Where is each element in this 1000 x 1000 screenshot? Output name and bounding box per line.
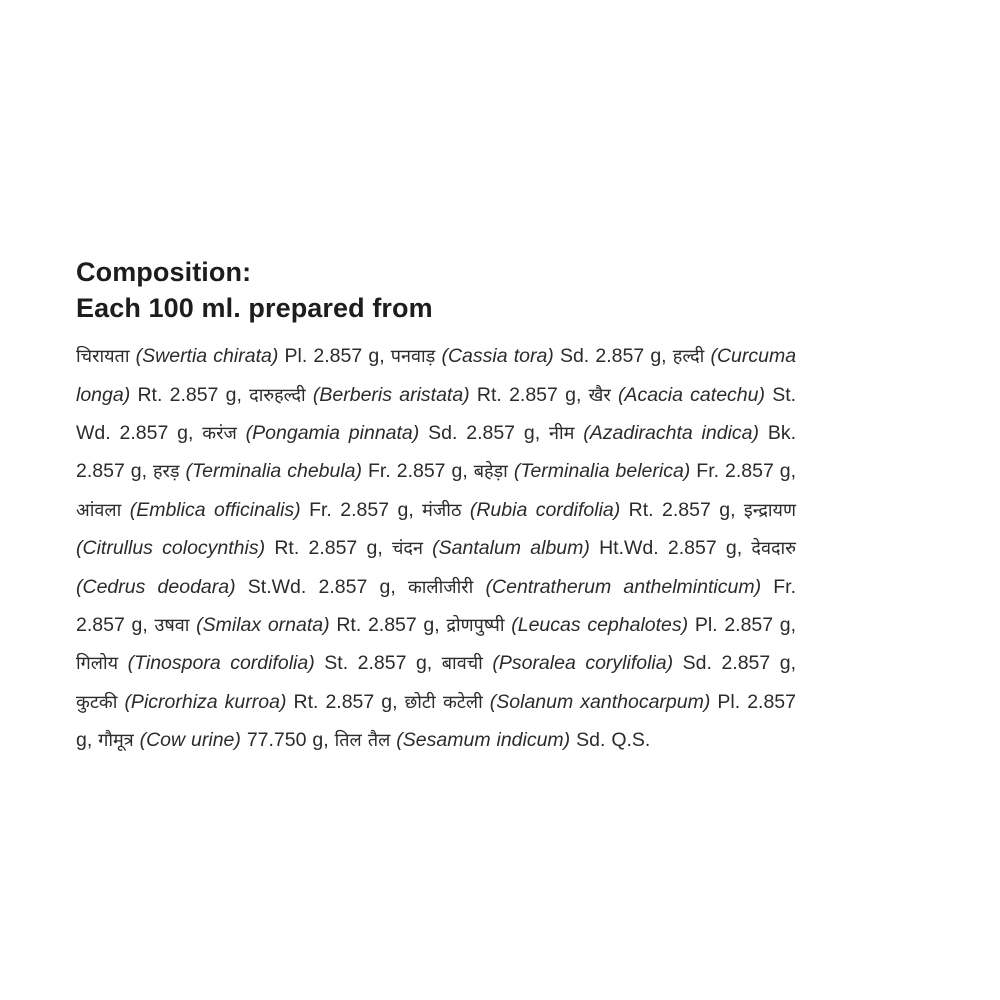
ingredient-quantity: 2.857 g,: [396, 460, 468, 483]
ingredient-hindi-name: आंवला: [76, 499, 122, 521]
ingredient-hindi-name: उषवा: [154, 614, 190, 636]
ingredient-plant-part: St.: [324, 652, 349, 675]
ingredient-botanical-name: (Sesamum indicum): [396, 729, 571, 752]
ingredient-entry: [392, 537, 742, 559]
ingredient-botanical-name: (Solanum xanthocarpum): [489, 690, 711, 713]
ingredient-quantity: 2.857 g,: [367, 613, 440, 636]
ingredient-entry: [202, 422, 540, 444]
ingredient-quantity: 2.857 g,: [325, 690, 398, 713]
ingredient-botanical-name: (Terminalia chebula): [185, 460, 363, 483]
ingredient-plant-part: Rt.: [137, 383, 163, 406]
ingredient-plant-part: Fr.: [773, 575, 796, 598]
ingredient-entry: [154, 614, 439, 636]
ingredient-hindi-name: कालीजीरी: [407, 576, 474, 598]
composition-heading: Composition:: [76, 257, 252, 287]
ingredient-quantity: 2.857 g,: [169, 383, 242, 406]
ingredient-hindi-name: गौमूत्र: [98, 730, 134, 752]
ingredient-plant-part: Pl.: [694, 613, 718, 636]
ingredient-entry: [422, 499, 735, 521]
ingredient-botanical-name: (Acacia catechu): [617, 383, 765, 406]
composition-block: [76, 255, 796, 760]
ingredient-quantity: 77.750 g,: [246, 729, 329, 752]
ingredient-quantity: 2.857 g,: [357, 652, 433, 675]
ingredient-plant-part: Sd.: [682, 652, 712, 675]
ingredient-hindi-name: खैर: [588, 384, 611, 406]
ingredient-plant-part: Sd.: [428, 421, 458, 444]
ingredient-botanical-name: (Rubia cordifolia): [469, 498, 621, 521]
ingredient-entry: [442, 652, 796, 674]
ingredient-botanical-name: (Tinospora cordifolia): [127, 652, 315, 675]
ingredient-plant-part: Fr.: [309, 498, 332, 521]
ingredient-plant-part: St. Wd.: [76, 383, 797, 444]
ingredient-plant-part: St.Wd.: [247, 575, 307, 598]
ingredient-quantity: 2.857 g,: [340, 498, 414, 521]
ingredient-quantity: 2.857 g,: [662, 498, 736, 521]
ingredient-plant-part: Rt.: [336, 613, 362, 636]
ingredient-botanical-name: (Psoralea corylifolia): [492, 652, 674, 675]
ingredient-hindi-name: बावची: [441, 653, 483, 675]
ingredient-quantity: 2.857 g,: [119, 421, 194, 444]
ingredient-entry: [76, 345, 385, 367]
ingredient-botanical-name: (Pongamia pinnata): [245, 421, 420, 444]
ingredient-hindi-name: बहेड़ा: [473, 461, 508, 483]
ingredient-quantity: 2.857 g,: [595, 345, 667, 368]
ingredient-hindi-name: हल्दी: [672, 346, 705, 368]
ingredient-entry: [76, 691, 398, 713]
ingredient-plant-part: Rt.: [293, 690, 319, 713]
ingredient-hindi-name: नीम: [548, 422, 575, 444]
ingredient-entry: [76, 499, 414, 521]
ingredient-quantity: 2.857 g,: [724, 613, 797, 636]
ingredient-entry: [391, 345, 667, 367]
ingredient-botanical-name: (Emblica officinalis): [129, 498, 301, 521]
ingredient-list: [76, 337, 796, 759]
ingredient-entry: [446, 614, 796, 636]
ingredient-hindi-name: इन्द्रायण: [743, 499, 796, 521]
ingredient-plant-part: Sd.: [559, 345, 590, 368]
ingredient-botanical-name: (Curcuma longa): [76, 345, 797, 406]
ingredient-botanical-name: (Cedrus deodara): [76, 575, 236, 598]
ingredient-entry: [98, 729, 328, 751]
ingredient-botanical-name: (Santalum album): [432, 537, 590, 560]
ingredient-botanical-name: (Cassia tora): [441, 345, 554, 368]
ingredient-plant-part: Pl.: [717, 690, 741, 713]
ingredient-hindi-name: चंदन: [391, 538, 423, 560]
ingredient-quantity: 2.857 g,: [308, 537, 383, 560]
ingredient-hindi-name: करंज: [202, 422, 237, 444]
ingredient-quantity: 2.857 g,: [721, 652, 797, 675]
ingredient-entry: [474, 460, 796, 482]
ingredient-quantity: 2.857 g,: [667, 537, 743, 560]
ingredient-quantity: 2.857 g,: [509, 383, 582, 406]
ingredient-plant-part: Sd.: [576, 729, 606, 752]
ingredient-quantity: 2.857 g,: [76, 460, 148, 483]
ingredient-botanical-name: (Smilax ornata): [196, 613, 330, 636]
composition-subheading: Each 100 ml. prepared from: [76, 292, 433, 323]
ingredient-quantity: 2.857 g,: [466, 421, 541, 444]
ingredient-hindi-name: कुटकी: [76, 691, 118, 713]
ingredient-entry: [76, 652, 432, 674]
ingredient-botanical-name: (Azadirachta indica): [583, 421, 759, 444]
ingredient-entry: [153, 460, 468, 482]
ingredient-entry: [335, 729, 651, 751]
ingredient-plant-part: Rt.: [628, 498, 654, 521]
ingredient-botanical-name: (Swertia chirata): [135, 345, 279, 368]
ingredient-botanical-name: (Picrorhiza kurroa): [124, 690, 287, 713]
ingredient-hindi-name: मंजीठ: [422, 499, 462, 521]
ingredient-quantity: Q.S.: [611, 729, 651, 752]
ingredient-plant-part: Fr.: [696, 460, 720, 483]
ingredient-plant-part: Rt.: [274, 537, 300, 560]
ingredient-hindi-name: चिरायता: [76, 346, 130, 368]
ingredient-quantity: 2.857 g,: [318, 575, 396, 598]
ingredient-hindi-name: हरड़: [153, 461, 180, 483]
ingredient-botanical-name: (Cow urine): [139, 729, 241, 752]
ingredient-botanical-name: (Terminalia belerica): [513, 460, 691, 483]
ingredient-hindi-name: द्रोणपुष्पी: [446, 614, 505, 636]
ingredient-quantity: 2.857 g,: [76, 690, 797, 752]
ingredient-plant-part: Pl.: [284, 345, 308, 368]
ingredient-hindi-name: पनवाड़: [390, 346, 436, 368]
ingredient-hindi-name: तिल तैल: [334, 730, 391, 752]
ingredient-plant-part: Bk.: [767, 421, 797, 444]
ingredient-hindi-name: देवदारु: [751, 538, 796, 560]
ingredient-entry: [249, 384, 581, 406]
ingredient-plant-part: Fr.: [368, 460, 391, 483]
ingredient-hindi-name: दारुहल्दी: [249, 384, 306, 406]
ingredient-quantity: 2.857 g,: [76, 613, 148, 636]
ingredient-botanical-name: (Citrullus colocynthis): [76, 537, 266, 560]
ingredient-botanical-name: (Leucas cephalotes): [511, 613, 689, 636]
ingredient-hindi-name: छोटी कटेली: [404, 691, 483, 713]
ingredient-quantity: 2.857 g,: [725, 460, 797, 483]
ingredient-quantity: 2.857 g,: [313, 345, 385, 368]
ingredient-plant-part: Rt.: [476, 383, 502, 406]
ingredient-botanical-name: (Berberis aristata): [312, 383, 470, 406]
ingredient-botanical-name: (Centratherum anthelminticum): [485, 575, 762, 598]
ingredient-hindi-name: गिलोय: [76, 653, 119, 675]
ingredient-plant-part: Ht.Wd.: [599, 537, 659, 560]
